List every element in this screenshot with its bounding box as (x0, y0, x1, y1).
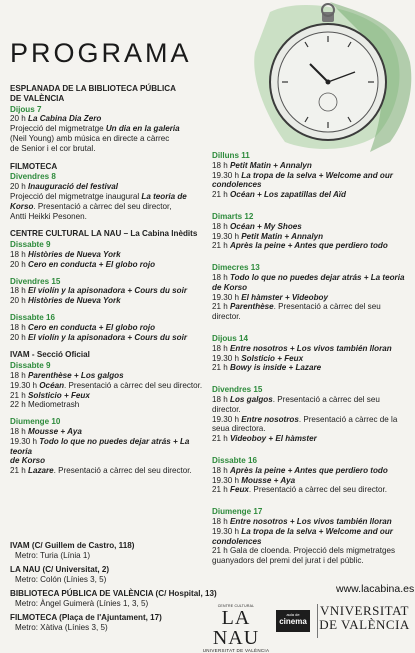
film-title: Entre nosotros + Los vivos también lloran (230, 516, 392, 526)
schedule-line (212, 232, 410, 242)
day-heading: Divendres 8 (10, 172, 56, 182)
schedule-text: de Senior i el cor brutal. (10, 143, 96, 153)
schedule-text: seua directora. (212, 424, 266, 434)
schedule-line (212, 537, 410, 547)
schedule-text: 21 h (10, 466, 29, 476)
day-heading: Diumenge 10 (10, 417, 61, 427)
schedule-line (212, 476, 410, 486)
film-title: Un dia en la galeria (105, 124, 180, 134)
schedule-line (212, 466, 410, 476)
film-title: Océan + My Shoes (230, 221, 302, 231)
schedule-line (10, 124, 210, 134)
schedule-text: 18 h (212, 160, 231, 170)
film-title: La teoria de (141, 191, 187, 201)
schedule-line (10, 391, 210, 401)
schedule-line (10, 260, 210, 270)
schedule-text: 20 h (10, 182, 29, 192)
schedule-line (212, 354, 410, 364)
film-title: La tropa de la selva + Welcome and our (241, 526, 393, 536)
schedule-text: 19.30 h (212, 170, 242, 180)
venue-metro: Metro: Turia (Línia 1) (15, 551, 91, 560)
schedule-line (10, 296, 210, 306)
schedule-line (10, 182, 210, 192)
schedule-line (212, 556, 410, 566)
venue-heading-line: ESPLANADA DE LA BIBLIOTECA PÚBLICA (10, 84, 176, 93)
schedule-line (212, 517, 410, 527)
venue-metro: Metro: Xàtiva (Línies 3, 5) (15, 623, 108, 632)
schedule-line (212, 171, 410, 181)
website-link[interactable]: www.lacabina.es (336, 583, 415, 595)
schedule-line (212, 190, 410, 200)
schedule-line (10, 134, 210, 144)
schedule-text: 18 h (10, 370, 29, 380)
schedule-text: . Presentació a càrrec del seu director. (212, 302, 381, 322)
schedule-text: Antti Heikki Pesonen. (10, 211, 87, 221)
schedule-line (10, 400, 210, 410)
schedule-text: 18 h (212, 465, 231, 475)
schedule-line (10, 456, 210, 466)
film-title: Petit Matin + Annalyn (241, 231, 324, 241)
schedule-line (10, 202, 210, 212)
schedule-text: 21 h (212, 241, 231, 251)
film-title: Korso (10, 201, 34, 211)
film-title: Los galgos (230, 394, 273, 404)
venue-address (10, 565, 230, 585)
day-heading: Dimecres 13 (212, 263, 260, 273)
film-title: Feux (230, 485, 249, 495)
schedule-line (212, 424, 410, 434)
schedule-text: 20 h (10, 259, 29, 269)
schedule-line (212, 434, 410, 444)
film-title: Cero en conducta + El globo rojo (28, 259, 156, 269)
schedule-line (212, 293, 410, 303)
film-title: Solsticio + Feux (241, 353, 304, 363)
film-title: La tropa de la selva + Welcome and our (241, 170, 393, 180)
schedule-line (212, 395, 410, 415)
schedule-text: 18 h (10, 249, 29, 259)
schedule-text: 21 h (212, 485, 231, 495)
schedule-line (212, 283, 410, 293)
schedule-line (212, 485, 410, 495)
schedule-line (10, 144, 210, 154)
venue-metro: Metro: Colón (Línies 3, 5) (15, 575, 107, 584)
schedule-text: 18 h (10, 322, 29, 332)
film-title: condolences (212, 180, 262, 190)
schedule-text: 19.30 h (212, 475, 242, 485)
schedule-text: 21 h (212, 190, 231, 200)
schedule-line (10, 250, 210, 260)
schedule-text: . Presentació a càrrec del seu director. (212, 394, 380, 414)
film-title: Històries de Nueva York (28, 249, 121, 259)
schedule-text: 22 h Mediometrash (10, 400, 80, 410)
venue-address-name: IVAM (C/ Guillem de Castro, 118) (10, 541, 135, 550)
la-nau-logo: CENTRE CULTURAL LA NAU UNIVERSITAT DE VALÈNCIA (202, 604, 270, 653)
schedule-text: 21 h (10, 390, 29, 400)
venue-heading-line: CENTRE CULTURAL LA NAU – La Cabina Inèdits (10, 229, 198, 239)
schedule-text: 18 h (212, 221, 231, 231)
schedule-line (10, 427, 210, 437)
day-heading: Divendres 15 (212, 385, 263, 395)
schedule-line (212, 241, 410, 251)
schedule-text: (Neil Young) amb música en directe a càrrec (10, 133, 170, 143)
day-heading: Dissabte 16 (212, 455, 257, 465)
schedule-line (10, 371, 210, 381)
film-title: de Korso (10, 456, 46, 466)
schedule-text: . Presentació a càrrec del seu director. (248, 485, 388, 495)
venue-heading-line: IVAM - Secció Oficial (10, 350, 90, 360)
venue-metro: Metro: Àngel Guimerà (Línies 1, 3, 5) (15, 599, 149, 608)
day-heading: Dissabte 16 (10, 312, 55, 322)
film-title: Entre nosotros + Los vivos también lloran (230, 343, 392, 353)
aula-de-cinema-logo: aula de cinema (276, 610, 310, 632)
day-heading: Dimarts 12 (212, 211, 254, 221)
schedule-line (10, 114, 210, 124)
schedule-text: 21 h (212, 302, 231, 312)
film-title: Océan + Los zapatillas del Aïd (230, 190, 346, 200)
schedule-line (212, 344, 410, 354)
venue-addresses (10, 541, 230, 637)
schedule-line (10, 333, 210, 343)
venue-address-name: BIBLIOTECA PÚBLICA DE VALÈNCIA (C/ Hospital, 13) (10, 589, 217, 598)
schedule-line (10, 212, 210, 222)
schedule-text: 20 h (10, 296, 29, 306)
schedule-text: 21 h Gala de cloenda. Projecció dels migmetratges (212, 546, 396, 556)
film-title: Mousse + Aya (241, 475, 296, 485)
day-heading: Dissabte 9 (10, 240, 51, 250)
schedule-line (212, 302, 410, 322)
film-title: Entre nosotros (241, 414, 299, 424)
day-heading: Dissabte 9 (10, 361, 51, 371)
film-title: Cero en conducta + El globo rojo (28, 322, 156, 332)
schedule-line (10, 381, 210, 391)
film-title: El violín y la apisonadora + Cours du soir (28, 332, 188, 342)
schedule-line (212, 415, 410, 425)
schedule-line (10, 323, 210, 333)
schedule-text: 19.30 h (10, 380, 40, 390)
film-title: El violín y la apisonadora + Cours du soir (28, 286, 188, 296)
schedule-text: 19.30 h (212, 526, 242, 536)
schedule-line (10, 192, 210, 202)
schedule-text: 19.30 h (212, 414, 242, 424)
page-title: PROGRAMA (10, 38, 192, 68)
schedule-text: 19.30 h (10, 436, 40, 446)
schedule-text: 18 h (212, 394, 231, 404)
universitat-de-valencia-logo: VNIVERSITAT DE VALÈNCIA (317, 604, 411, 638)
film-title: Todo lo que no puedes dejar atrás + La teoria (230, 272, 405, 282)
day-heading: Dijous 14 (212, 333, 248, 343)
film-title: Lazare (28, 466, 54, 476)
film-title: La Cabina Dia Zero (28, 114, 102, 124)
film-title: Històries de Nueva York (28, 296, 121, 306)
sponsor-logos (200, 603, 410, 653)
schedule-text: 18 h (212, 272, 231, 282)
schedule-text: 19.30 h (212, 353, 242, 363)
schedule-text: Projecció del migmetratge inaugural (10, 191, 142, 201)
venue-address (10, 613, 230, 633)
schedule-line (10, 466, 210, 476)
film-title: Parenthèse (230, 302, 274, 312)
film-title: El hàmster + Videoboy (241, 292, 329, 302)
film-title: Solsticio + Feux (28, 390, 90, 400)
left-column-schedule (10, 84, 210, 476)
film-title: Océan (39, 380, 65, 390)
schedule-text: 21 h (212, 434, 231, 444)
right-column-schedule (212, 151, 410, 566)
venue-heading (10, 350, 210, 360)
schedule-text: Projecció del migmetratge (10, 124, 106, 134)
film-title: Petit Matin + Annalyn (230, 160, 312, 170)
day-heading: Diumenge 17 (212, 507, 263, 517)
schedule-line (212, 222, 410, 232)
film-title: Après la peine + Antes que perdiero todo (230, 241, 388, 251)
venue-address (10, 541, 230, 561)
film-title: condolences (212, 536, 262, 546)
film-title: Mousse + Aya (28, 426, 82, 436)
venue-heading-line: DE VALÈNCIA (10, 93, 65, 103)
film-title: Todo lo que no puedes dejar atrás + La teoria (10, 436, 190, 456)
film-title: Inauguració del festival (28, 182, 118, 192)
schedule-text: . Presentació a càrrec de la (298, 414, 398, 424)
schedule-text: . Presentació a càrrec del seu director, (33, 201, 172, 211)
film-title: Bowy is inside + Lazare (230, 363, 322, 373)
schedule-text: 19.30 h (212, 231, 242, 241)
schedule-text: 18 h (10, 286, 29, 296)
schedule-text: 18 h (212, 516, 231, 526)
venue-address-name: LA NAU (C/ Universitat, 2) (10, 565, 110, 574)
schedule-text: . Presentació a càrrec del seu director. (64, 380, 203, 390)
venue-address (10, 589, 230, 609)
pocket-watch-illustration (210, 2, 415, 152)
film-title: Parenthèse + Los galgos (28, 370, 124, 380)
day-heading: Divendres 15 (10, 276, 61, 286)
film-title: Videoboy + El hàmster (230, 434, 317, 444)
schedule-line (212, 161, 410, 171)
venue-heading (10, 162, 210, 172)
schedule-text: 18 h (212, 343, 231, 353)
film-title: Après la peine + Antes que perdiero todo (230, 465, 388, 475)
venue-heading (10, 229, 210, 239)
schedule-line (10, 437, 210, 457)
schedule-text: . Presentació a càrrec del seu director. (53, 466, 192, 476)
schedule-line (212, 273, 410, 283)
schedule-text: 20 h (10, 114, 29, 124)
schedule-line (212, 546, 410, 556)
day-heading: Dilluns 11 (212, 151, 250, 160)
schedule-line (10, 286, 210, 296)
schedule-text: 20 h (10, 332, 29, 342)
schedule-text: guanyadors del premi del jurat i del públic. (212, 556, 364, 566)
venue-heading (10, 84, 210, 104)
venue-address-name: FILMOTECA (Plaça de l'Ajuntament, 17) (10, 613, 162, 622)
schedule-text: 21 h (212, 363, 231, 373)
schedule-line (212, 180, 410, 190)
schedule-line (212, 363, 410, 373)
day-heading: Dijous 7 (10, 104, 42, 114)
film-title: de Korso (212, 282, 248, 292)
venue-heading-line: FILMOTECA (10, 161, 58, 171)
schedule-line (212, 527, 410, 537)
schedule-text: 19.30 h (212, 292, 242, 302)
schedule-text: 18 h (10, 426, 29, 436)
